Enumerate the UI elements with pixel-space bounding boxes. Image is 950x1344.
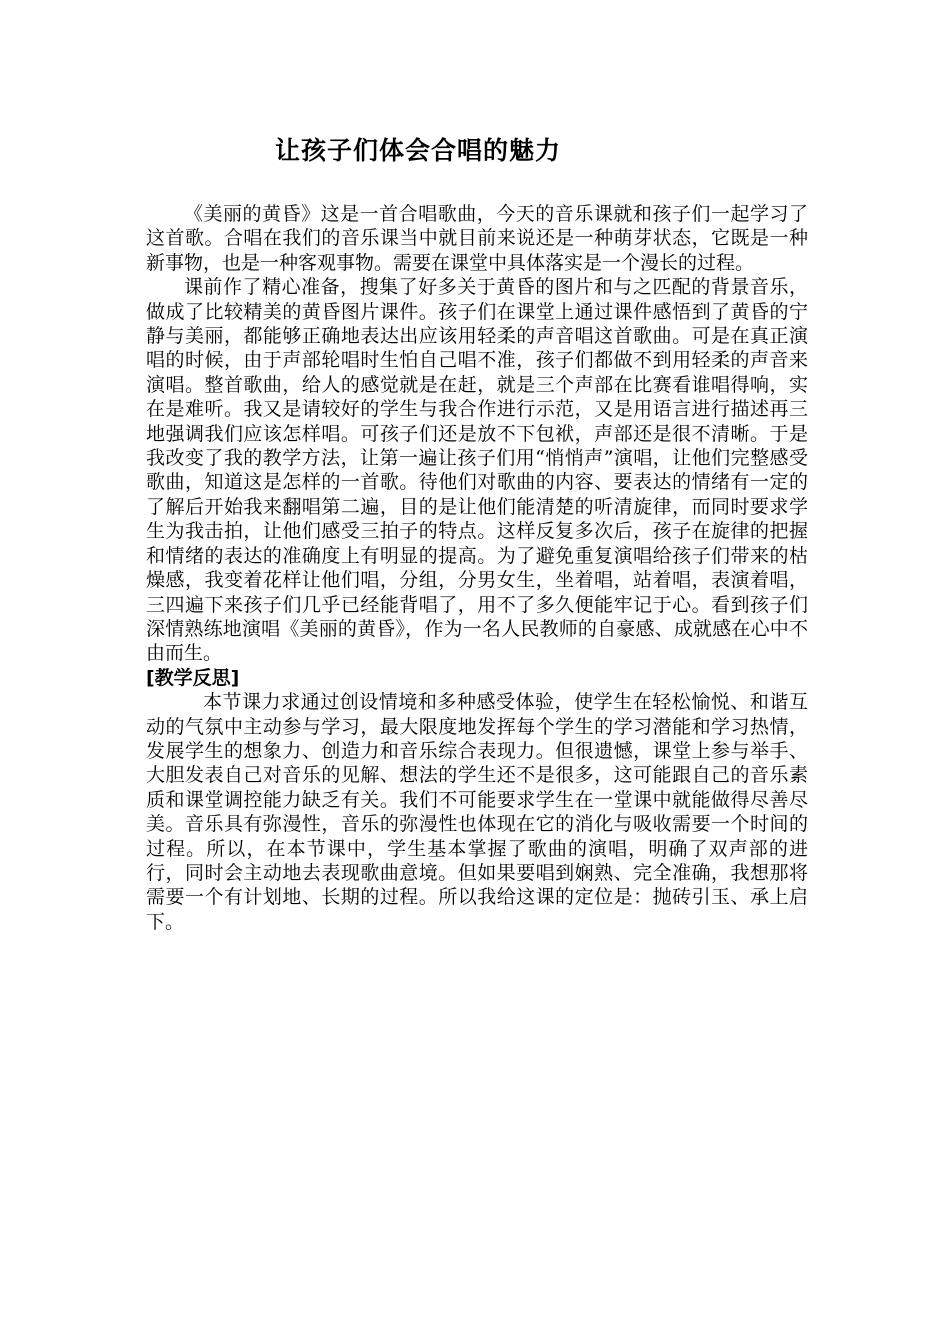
body-paragraph-1: 《美丽的黄昏》这是一首合唱歌曲，今天的音乐课就和孩子们一起学习了这首歌。合唱在我们的音乐课当中就目前来说还是一种萌芽状态，它既是一种新事物，也是一种客观事物。需要在课堂中具体落实是一个漫长的过程。 <box>146 203 808 274</box>
body-paragraph-2: 课前作了精心准备，搜集了好多关于黄昏的图片和与之匹配的背景音乐，做成了比较精美的黄昏图片课件。孩子们在课堂上通过课件感悟到了黄昏的宁静与美丽，都能够正确地表达出应该用轻柔的声音唱这首歌曲。可是在真正演唱的时候，由于声部轮唱时生怕自己唱不准，孩子们都做不到用轻柔的声音来演唱。整首歌曲，给人的感觉就是在赶，就是三个声部在比赛看谁唱得响，实在是难听。我又是请较好的学生与我合作进行示范，又是用语言进行描述再三地强调我们应该怎样唱。可孩子们还是放不下包袱，声部还是很不清晰。于是我改变了我的教学方法，让第一遍让孩子们用“悄悄声”演唱，让他们完整感受歌曲，知道这是怎样的一首歌。待他们对歌曲的内容、要表达的情绪有一定的了解后开始我来翻唱第二遍，目的是让他们能清楚的听清旋律，而同时要求学生为我击拍，让他们感受三拍子的特点。这样反复多次后，孩子在旋律的把握和情绪的表达的准确度上有明显的提高。为了避免重复演唱给孩子们带来的枯燥感，我变着花样让他们唱，分组，分男女生，坐着唱，站着唱，表演着唱，三四遍下来孩子们几乎已经能背唱了，用不了多久便能牢记于心。看到孩子们深情熟练地演唱《美丽的黄昏》，作为一名人民教师的自豪感、成就感在心中不由而生。 <box>146 276 808 665</box>
document-title: 让孩子们体会合唱的魅力 <box>274 136 561 165</box>
reflection-paragraph: 本节课力求通过创设情境和多种感受体验，使学生在轻松愉悦、和谐互动的气氛中主动参与学习，最大限度地发挥每个学生的学习潜能和学习热情，发展学生的想象力、创造力和音乐综合表现力。但很遗憾，课堂上参与举手、大胆发表自己对音乐的见解、想法的学生还不是很多，这可能跟自己的音乐素质和课堂调控能力缺乏有关。我们不可能要求学生在一堂课中就能做得尽善尽美。音乐具有弥漫性，音乐的弥漫性也体现在它的消化与吸收需要一个时间的过程。所以，在本节课中，学生基本掌握了歌曲的演唱，明确了双声部的进行，同时会主动地去表现歌曲意境。但如果要唱到娴熟、完全准确，我想那将需要一个有计划地、长期的过程。所以我给这课的定位是：抛砖引玉、承上启下。 <box>146 691 808 933</box>
reflection-heading: [教学反思] <box>146 666 240 689</box>
document-body <box>146 202 808 934</box>
